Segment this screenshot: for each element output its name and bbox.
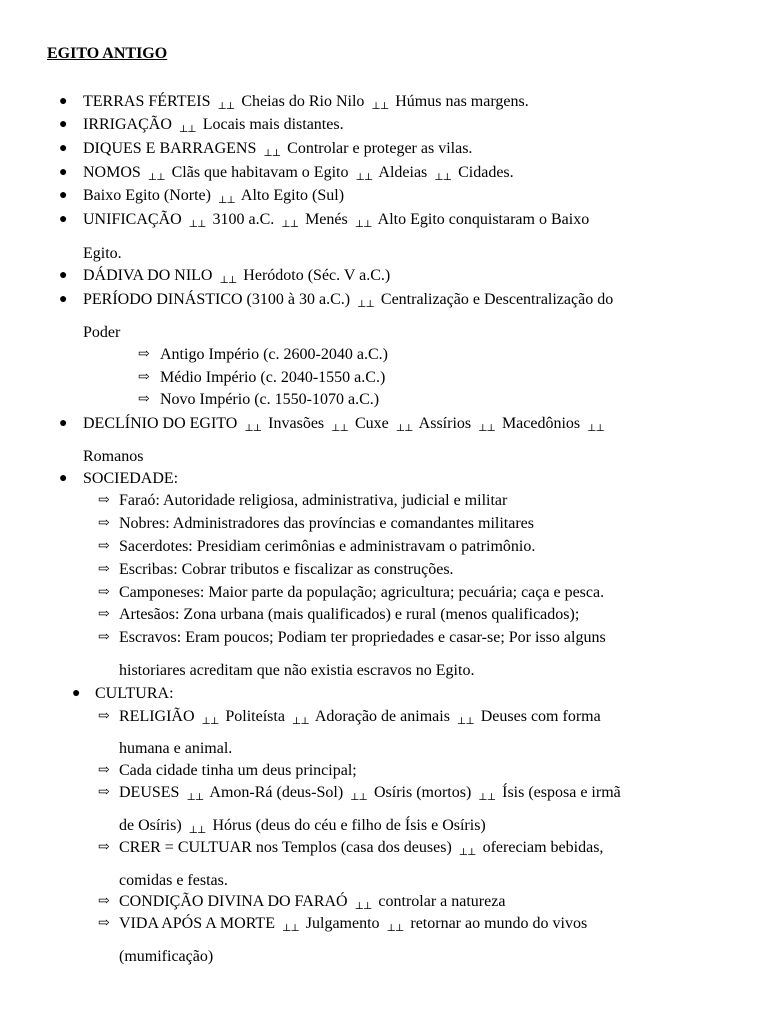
item-text: retornar ao mundo do vivos bbox=[410, 915, 588, 932]
item-text: Hórus (deus do céu e filho de Ísis e Osíris) bbox=[212, 817, 486, 834]
item-text: Alto Egito conquistaram o Baixo bbox=[377, 211, 590, 228]
bullet-icon: ● bbox=[59, 268, 68, 283]
separator-icon: ⊥⊥ bbox=[357, 299, 374, 310]
sub-item-vida-apos-morte bbox=[119, 914, 587, 939]
separator-icon: ⊥⊥ bbox=[354, 901, 372, 912]
list-item-terras-ferteis bbox=[83, 92, 529, 117]
bullet-icon: ● bbox=[59, 292, 68, 307]
item-text: Menés bbox=[305, 211, 348, 228]
separator-icon: ⊥⊥ bbox=[331, 423, 348, 434]
item-text: PERÍODO DINÁSTICO (3100 à 30 a.C.) bbox=[83, 291, 351, 308]
arrow-right-icon: ⇨ bbox=[98, 916, 110, 931]
list-item-irrigacao bbox=[83, 115, 344, 140]
item-text: DECLÍNIO DO EGITO bbox=[83, 415, 238, 432]
bullet-icon: ● bbox=[59, 212, 68, 227]
sub-item-escravos: Escravos: Eram poucos; Podiam ter propriedades e casar-se; Por isso alguns bbox=[119, 629, 606, 646]
arrow-right-icon: ⇨ bbox=[98, 840, 110, 855]
sub-item-continuation: humana e animal. bbox=[119, 740, 233, 757]
item-text: Centralização e Descentralização do bbox=[380, 291, 614, 308]
sub-item-sacerdotes: Sacerdotes: Presidiam cerimônias e administravam o patrimônio. bbox=[119, 538, 536, 555]
list-item-periodo-dinastico bbox=[83, 290, 613, 315]
separator-icon: ⊥⊥ bbox=[281, 923, 299, 934]
item-text: Baixo Egito (Norte) bbox=[83, 187, 211, 204]
arrow-right-icon: ⇨ bbox=[138, 392, 150, 407]
arrow-right-icon: ⇨ bbox=[98, 539, 110, 554]
item-text: Deuses com forma bbox=[480, 708, 601, 725]
item-text: DEUSES bbox=[119, 784, 180, 801]
arrow-right-icon: ⇨ bbox=[138, 347, 150, 362]
separator-icon: ⊥⊥ bbox=[371, 101, 389, 112]
item-text: Húmus nas margens. bbox=[395, 93, 529, 110]
sub-item-nobres: Nobres: Administradores das províncias e comandantes militares bbox=[119, 515, 535, 532]
arrow-right-icon: ⇨ bbox=[98, 562, 110, 577]
arrow-right-icon: ⇨ bbox=[98, 894, 110, 909]
separator-icon: ⊥⊥ bbox=[291, 716, 309, 727]
arrow-right-icon: ⇨ bbox=[98, 709, 110, 724]
separator-icon: ⊥⊥ bbox=[478, 423, 495, 434]
separator-icon: ⊥⊥ bbox=[478, 792, 496, 803]
separator-icon: ⊥⊥ bbox=[395, 423, 413, 434]
list-item-baixo-egito bbox=[83, 186, 344, 211]
item-text: CONDIÇÃO DIVINA DO FARAÓ bbox=[119, 893, 348, 910]
item-text: UNIFICAÇÃO bbox=[83, 211, 182, 228]
section-heading-sociedade: SOCIEDADE: bbox=[83, 470, 179, 487]
item-text: VIDA APÓS A MORTE bbox=[119, 915, 275, 932]
item-text: DÁDIVA DO NILO bbox=[83, 267, 213, 284]
sub-item-artesaos: Artesãos: Zona urbana (mais qualificados) e rural (menos qualificados); bbox=[119, 606, 580, 623]
item-text: 3100 a.C. bbox=[212, 211, 275, 228]
list-item-unificacao bbox=[83, 210, 589, 235]
item-text: de Osíris) bbox=[119, 817, 182, 834]
item-text: Osíris (mortos) bbox=[373, 784, 472, 801]
item-text: Politeísta bbox=[225, 708, 285, 725]
separator-icon: ⊥⊥ bbox=[217, 101, 235, 112]
bullet-icon: ● bbox=[59, 416, 68, 431]
item-text: TERRAS FÉRTEIS bbox=[83, 93, 211, 110]
list-item-declinio bbox=[83, 414, 607, 439]
separator-icon: ⊥⊥ bbox=[188, 825, 206, 836]
separator-icon: ⊥⊥ bbox=[244, 423, 262, 434]
separator-icon: ⊥⊥ bbox=[434, 172, 452, 183]
list-item-dadiva bbox=[83, 266, 390, 291]
arrow-right-icon: ⇨ bbox=[98, 785, 110, 800]
item-text: Ísis (esposa e irmã bbox=[502, 784, 621, 801]
separator-icon: ⊥⊥ bbox=[263, 148, 281, 159]
arrow-right-icon: ⇨ bbox=[98, 763, 110, 778]
bullet-icon: ● bbox=[59, 165, 68, 180]
sub-item-continuation: (mumificação) bbox=[119, 948, 214, 965]
separator-icon: ⊥⊥ bbox=[456, 716, 474, 727]
item-text: Macedônios bbox=[501, 415, 581, 432]
item-text: Adoração de animais bbox=[314, 708, 450, 725]
separator-icon: ⊥⊥ bbox=[201, 716, 219, 727]
arrow-right-icon: ⇨ bbox=[98, 585, 110, 600]
bullet-icon: ● bbox=[59, 117, 68, 132]
item-text: Aldeias bbox=[378, 164, 428, 181]
item-text: Locais mais distantes. bbox=[202, 116, 344, 133]
sub-item-deus-principal: Cada cidade tinha um deus principal; bbox=[119, 762, 357, 779]
item-text: Julgamento bbox=[305, 915, 380, 932]
separator-icon: ⊥⊥ bbox=[147, 172, 165, 183]
list-item-nomos bbox=[83, 163, 514, 188]
item-text: Invasões bbox=[268, 415, 325, 432]
item-text: ofereciam bebidas, bbox=[482, 839, 604, 856]
item-text: Heródoto (Séc. V a.C.) bbox=[243, 267, 391, 284]
item-text: Amon-Rá (deus-Sol) bbox=[209, 784, 344, 801]
arrow-right-icon: ⇨ bbox=[98, 516, 110, 531]
arrow-right-icon: ⇨ bbox=[98, 630, 110, 645]
separator-icon: ⊥⊥ bbox=[350, 792, 367, 803]
arrow-right-icon: ⇨ bbox=[138, 370, 150, 385]
sub-item-escribas: Escribas: Cobrar tributos e fiscalizar as construções. bbox=[119, 561, 454, 578]
page-title: EGITO ANTIGO bbox=[47, 45, 168, 62]
item-text: Alto Egito (Sul) bbox=[240, 187, 345, 204]
sub-item-deuses bbox=[119, 783, 621, 808]
bullet-icon: ● bbox=[59, 471, 68, 486]
item-text: Assírios bbox=[418, 415, 472, 432]
list-item-continuation: Poder bbox=[83, 324, 121, 341]
item-text: Cidades. bbox=[458, 164, 514, 181]
separator-icon: ⊥⊥ bbox=[217, 195, 235, 206]
item-text: RELIGIÃO bbox=[119, 708, 195, 725]
separator-icon: ⊥⊥ bbox=[458, 847, 476, 858]
separator-icon: ⊥⊥ bbox=[355, 172, 373, 183]
separator-icon: ⊥⊥ bbox=[188, 219, 206, 230]
list-item-continuation: Egito. bbox=[83, 245, 122, 262]
arrow-right-icon: ⇨ bbox=[98, 607, 110, 622]
sub-item-novo-imperio: Novo Império (c. 1550-1070 a.C.) bbox=[160, 391, 380, 408]
item-text: Cheias do Rio Nilo bbox=[241, 93, 365, 110]
separator-icon: ⊥⊥ bbox=[178, 124, 196, 135]
separator-icon: ⊥⊥ bbox=[354, 219, 372, 230]
separator-icon: ⊥⊥ bbox=[281, 219, 299, 230]
list-item-continuation: Romanos bbox=[83, 448, 144, 465]
item-text: IRRIGAÇÃO bbox=[83, 116, 172, 133]
sub-item-continuation: comidas e festas. bbox=[119, 872, 228, 889]
bullet-icon: ● bbox=[59, 141, 68, 156]
sub-item-antigo-imperio: Antigo Império (c. 2600-2040 a.C.) bbox=[160, 346, 388, 363]
item-text: controlar a natureza bbox=[378, 893, 506, 910]
bullet-icon: ● bbox=[72, 686, 81, 701]
section-heading-cultura: CULTURA: bbox=[95, 685, 174, 702]
item-text: Clãs que habitavam o Egito bbox=[171, 164, 349, 181]
separator-icon: ⊥⊥ bbox=[219, 275, 237, 286]
sub-item-medio-imperio: Médio Império (c. 2040-1550 a.C.) bbox=[160, 369, 386, 386]
item-text: CRER = CULTUAR nos Templos (casa dos deuses) bbox=[119, 839, 452, 856]
arrow-right-icon: ⇨ bbox=[98, 493, 110, 508]
sub-item-farao: Faraó: Autoridade religiosa, administrativa, judicial e militar bbox=[119, 492, 508, 509]
separator-icon: ⊥⊥ bbox=[186, 792, 204, 803]
sub-item-crer-cultuar bbox=[119, 838, 603, 863]
bullet-icon: ● bbox=[59, 94, 68, 109]
sub-item-continuation: historiares acreditam que não existia escravos no Egito. bbox=[119, 662, 475, 679]
separator-icon: ⊥⊥ bbox=[587, 423, 604, 434]
item-text: DIQUES E BARRAGENS bbox=[83, 140, 257, 157]
item-text: Controlar e proteger as vilas. bbox=[287, 140, 473, 157]
sub-item-camponeses: Camponeses: Maior parte da população; agricultura; pecuária; caça e pesca. bbox=[119, 584, 605, 601]
separator-icon: ⊥⊥ bbox=[386, 923, 404, 934]
item-text: Cuxe bbox=[354, 415, 389, 432]
bullet-icon: ● bbox=[59, 188, 68, 203]
sub-item-religiao bbox=[119, 707, 601, 732]
item-text: NOMOS bbox=[83, 164, 141, 181]
list-item-diques bbox=[83, 139, 472, 164]
